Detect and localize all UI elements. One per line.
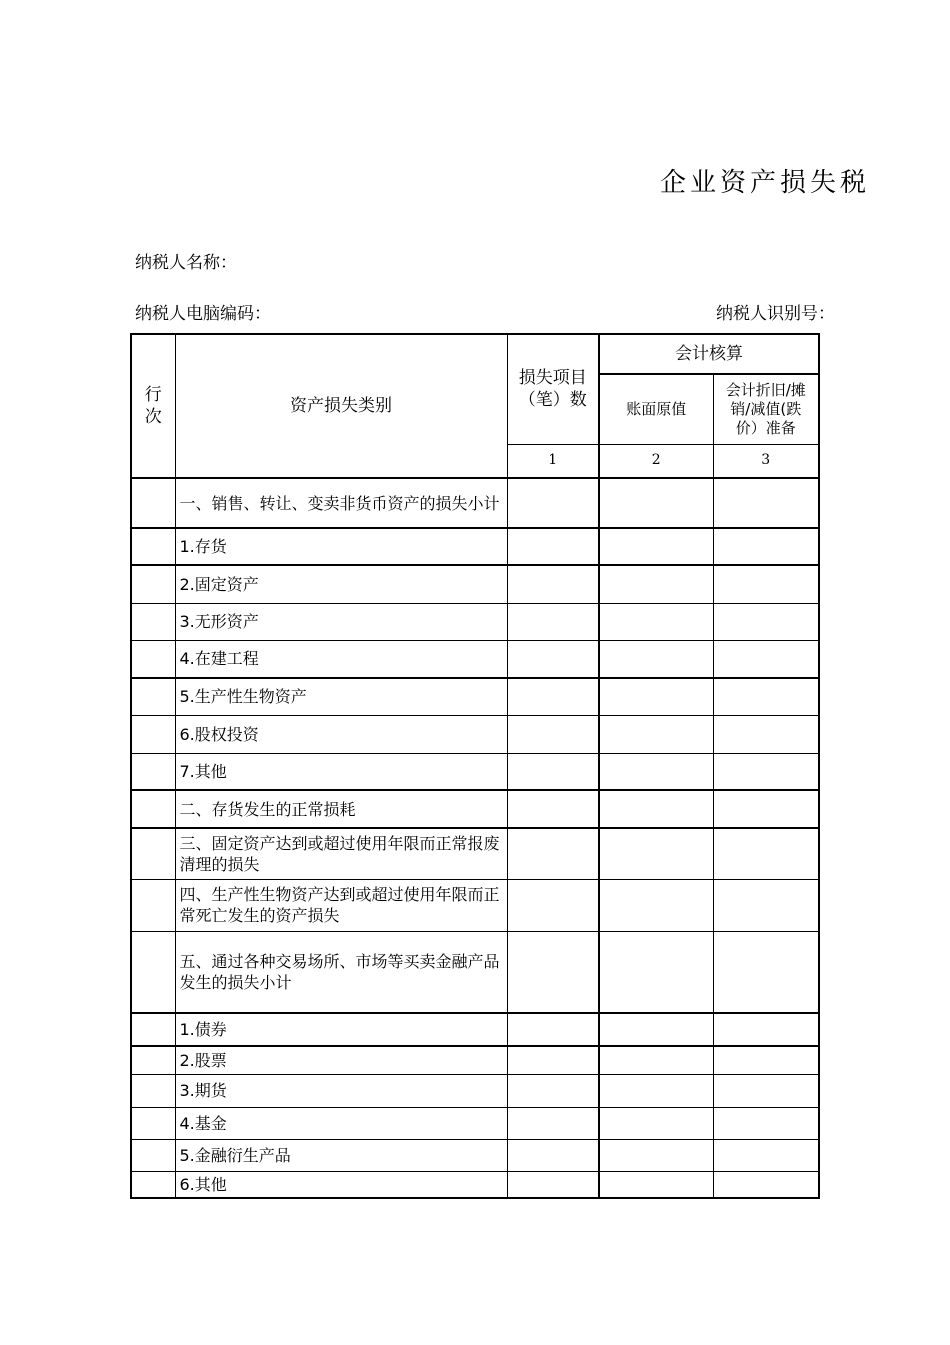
count-cell[interactable] bbox=[507, 1107, 599, 1139]
depreciation-cell[interactable] bbox=[713, 1171, 819, 1198]
depreciation-cell[interactable] bbox=[713, 1046, 819, 1074]
book-value-cell[interactable] bbox=[599, 1013, 713, 1046]
row-label: 4.在建工程 bbox=[175, 640, 507, 678]
table-row bbox=[131, 753, 819, 790]
table-row bbox=[131, 1013, 819, 1046]
page-title: 企业资产损失税 bbox=[660, 168, 871, 198]
book-value-cell[interactable] bbox=[599, 753, 713, 790]
depreciation-cell[interactable] bbox=[713, 828, 819, 879]
book-value-cell[interactable] bbox=[599, 931, 713, 1013]
header-book-value: 账面原值 bbox=[599, 374, 713, 444]
row-number-cell bbox=[131, 931, 175, 1013]
book-value-cell[interactable] bbox=[599, 640, 713, 678]
header-col-3: 3 bbox=[713, 444, 819, 478]
count-cell[interactable] bbox=[507, 753, 599, 790]
row-label: 4.基金 bbox=[175, 1107, 507, 1139]
book-value-cell[interactable] bbox=[599, 790, 713, 828]
header-accounting: 会计核算 bbox=[599, 334, 819, 374]
row-label: 6.股权投资 bbox=[175, 715, 507, 753]
table-row bbox=[131, 1074, 819, 1107]
header-depreciation: 会计折旧/摊销/减值(跌价）准备 bbox=[713, 374, 819, 444]
depreciation-cell[interactable] bbox=[713, 565, 819, 603]
row-label: 7.其他 bbox=[175, 753, 507, 790]
count-cell[interactable] bbox=[507, 528, 599, 565]
row-label: 6.其他 bbox=[175, 1171, 507, 1198]
table-row bbox=[131, 879, 819, 931]
table-row bbox=[131, 603, 819, 640]
depreciation-cell[interactable] bbox=[713, 603, 819, 640]
depreciation-cell[interactable] bbox=[713, 931, 819, 1013]
table-row bbox=[131, 1139, 819, 1171]
table-row bbox=[131, 528, 819, 565]
table-row bbox=[131, 790, 819, 828]
row-number-cell bbox=[131, 1171, 175, 1198]
count-cell[interactable] bbox=[507, 678, 599, 715]
count-cell[interactable] bbox=[507, 931, 599, 1013]
row-number-cell bbox=[131, 790, 175, 828]
row-number-cell bbox=[131, 1139, 175, 1171]
count-cell[interactable] bbox=[507, 640, 599, 678]
row-number-cell bbox=[131, 565, 175, 603]
row-label: 2.固定资产 bbox=[175, 565, 507, 603]
book-value-cell[interactable] bbox=[599, 1139, 713, 1171]
row-label: 一、销售、转让、变卖非货币资产的损失小计 bbox=[175, 478, 507, 528]
row-label: 3.无形资产 bbox=[175, 603, 507, 640]
row-number-cell bbox=[131, 828, 175, 879]
row-number-cell bbox=[131, 715, 175, 753]
table-row bbox=[131, 678, 819, 715]
taxpayer-id-label: 纳税人识别号： bbox=[716, 304, 835, 324]
depreciation-cell[interactable] bbox=[713, 1013, 819, 1046]
book-value-cell[interactable] bbox=[599, 1171, 713, 1198]
row-label: 5.生产性生物资产 bbox=[175, 678, 507, 715]
count-cell[interactable] bbox=[507, 790, 599, 828]
header-col-1: 1 bbox=[507, 444, 599, 478]
book-value-cell[interactable] bbox=[599, 565, 713, 603]
book-value-cell[interactable] bbox=[599, 478, 713, 528]
row-number-cell bbox=[131, 1074, 175, 1107]
row-label: 3.期货 bbox=[175, 1074, 507, 1107]
row-label: 1.存货 bbox=[175, 528, 507, 565]
depreciation-cell[interactable] bbox=[713, 478, 819, 528]
row-label: 1.债券 bbox=[175, 1013, 507, 1046]
count-cell[interactable] bbox=[507, 1171, 599, 1198]
row-number-cell bbox=[131, 478, 175, 528]
row-label: 2.股票 bbox=[175, 1046, 507, 1074]
count-cell[interactable] bbox=[507, 478, 599, 528]
row-number-cell bbox=[131, 528, 175, 565]
count-cell[interactable] bbox=[507, 1013, 599, 1046]
header-row-no bbox=[131, 334, 175, 478]
header-category: 资产损失类别 bbox=[175, 334, 507, 478]
row-label: 四、生产性生物资产达到或超过使用年限而正常死亡发生的资产损失 bbox=[175, 879, 507, 931]
taxpayer-name-label: 纳税人名称： bbox=[135, 253, 237, 273]
table-row bbox=[131, 640, 819, 678]
table-row bbox=[131, 931, 819, 1013]
book-value-cell[interactable] bbox=[599, 603, 713, 640]
header-row-no-label: 行次 bbox=[144, 385, 162, 427]
header-col-2: 2 bbox=[599, 444, 713, 478]
count-cell[interactable] bbox=[507, 1046, 599, 1074]
depreciation-cell[interactable] bbox=[713, 678, 819, 715]
table-row bbox=[131, 1046, 819, 1074]
depreciation-cell[interactable] bbox=[713, 753, 819, 790]
depreciation-cell[interactable] bbox=[713, 1107, 819, 1139]
book-value-cell[interactable] bbox=[599, 828, 713, 879]
depreciation-cell[interactable] bbox=[713, 879, 819, 931]
count-cell[interactable] bbox=[507, 1074, 599, 1107]
count-cell[interactable] bbox=[507, 828, 599, 879]
count-cell[interactable] bbox=[507, 715, 599, 753]
table-row bbox=[131, 715, 819, 753]
book-value-cell[interactable] bbox=[599, 1046, 713, 1074]
table-row bbox=[131, 1107, 819, 1139]
depreciation-cell[interactable] bbox=[713, 790, 819, 828]
row-label: 5.金融衍生产品 bbox=[175, 1139, 507, 1171]
row-number-cell bbox=[131, 1046, 175, 1074]
table-row bbox=[131, 828, 819, 879]
row-number-cell bbox=[131, 640, 175, 678]
count-cell[interactable] bbox=[507, 879, 599, 931]
count-cell[interactable] bbox=[507, 565, 599, 603]
book-value-cell[interactable] bbox=[599, 678, 713, 715]
row-label: 五、通过各种交易场所、市场等买卖金融产品发生的损失小计 bbox=[175, 931, 507, 1013]
depreciation-cell[interactable] bbox=[713, 1074, 819, 1107]
count-cell[interactable] bbox=[507, 603, 599, 640]
row-number-cell bbox=[131, 1107, 175, 1139]
row-number-cell bbox=[131, 753, 175, 790]
row-number-cell bbox=[131, 678, 175, 715]
row-label: 二、存货发生的正常损耗 bbox=[175, 790, 507, 828]
book-value-cell[interactable] bbox=[599, 715, 713, 753]
table-row bbox=[131, 1171, 819, 1198]
depreciation-cell[interactable] bbox=[713, 715, 819, 753]
depreciation-cell[interactable] bbox=[713, 640, 819, 678]
book-value-cell[interactable] bbox=[599, 1074, 713, 1107]
book-value-cell[interactable] bbox=[599, 879, 713, 931]
header-count: 损失项目（笔）数 bbox=[507, 334, 599, 444]
row-label: 三、固定资产达到或超过使用年限而正常报废清理的损失 bbox=[175, 828, 507, 879]
depreciation-cell[interactable] bbox=[713, 1139, 819, 1171]
taxpayer-code-label: 纳税人电脑编码： bbox=[135, 304, 271, 324]
depreciation-cell[interactable] bbox=[713, 528, 819, 565]
row-number-cell bbox=[131, 1013, 175, 1046]
count-cell[interactable] bbox=[507, 1139, 599, 1171]
table-row bbox=[131, 565, 819, 603]
book-value-cell[interactable] bbox=[599, 1107, 713, 1139]
asset-loss-table bbox=[130, 333, 820, 1199]
book-value-cell[interactable] bbox=[599, 528, 713, 565]
table-row bbox=[131, 478, 819, 528]
row-number-cell bbox=[131, 603, 175, 640]
row-number-cell bbox=[131, 879, 175, 931]
